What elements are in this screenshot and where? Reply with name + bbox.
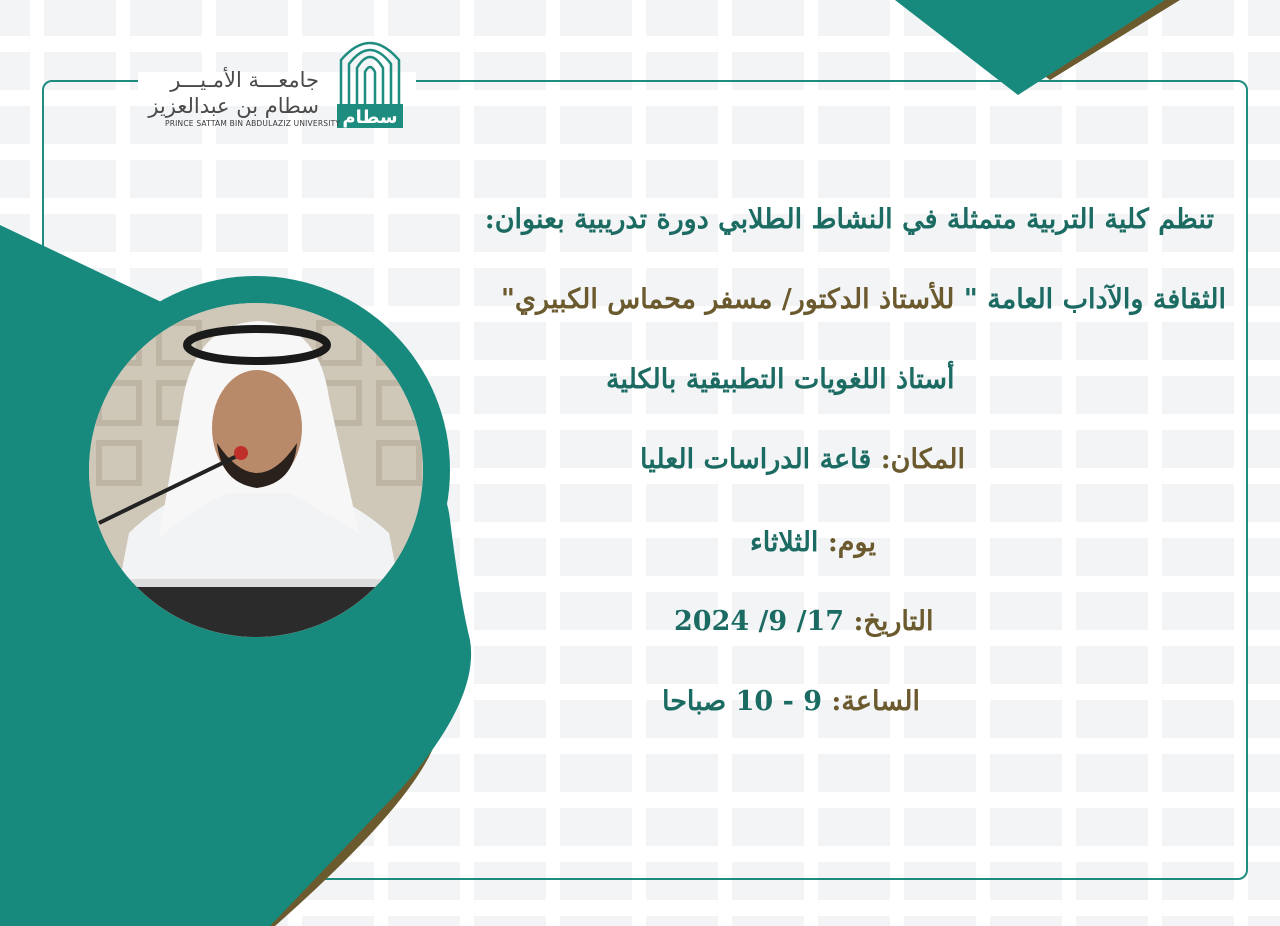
speaker-name: للأستاذ الدكتور/ مسفر محماس الكبيري": [500, 284, 955, 315]
time-line: [662, 686, 920, 717]
time-value: 9 - 10 صباحا: [662, 686, 823, 717]
location-label: المكان:: [871, 444, 965, 475]
date-label: التاريخ:: [844, 606, 934, 637]
logo-arabic-line1: جامعـــة الأمـيـــر: [170, 68, 319, 92]
announcement-intro: تنظم كلية التربية متمثلة في النشاط الطلابي دورة تدريبية بعنوان:: [484, 204, 1214, 235]
logo-arabic-line2: سطام بن عبدالعزيز: [148, 94, 319, 118]
speaker-position: أستاذ اللغويات التطبيقية بالكلية: [606, 364, 955, 395]
logo-mark-text: سطام: [342, 107, 398, 128]
arch-logo-icon: [335, 28, 405, 132]
day-label: يوم:: [818, 527, 876, 558]
course-title: الثقافة والآداب العامة ": [954, 284, 1226, 315]
course-title-line: [501, 284, 1226, 315]
speaker-photo: [89, 303, 423, 637]
date-value: 17/ 9/ 2024: [674, 606, 845, 637]
location-value: قاعة الدراسات العليا: [640, 444, 872, 475]
day-line: [750, 527, 876, 558]
speaker-illustration: [89, 303, 423, 637]
time-label: الساعة:: [822, 686, 921, 717]
logo-english-name: PRINCE SATTAM BIN ABDULAZIZ UNIVERSITY: [165, 119, 341, 128]
date-line: [674, 606, 934, 637]
university-logo: [148, 28, 405, 132]
location-line: [640, 444, 965, 475]
day-value: الثلاثاء: [750, 527, 819, 558]
